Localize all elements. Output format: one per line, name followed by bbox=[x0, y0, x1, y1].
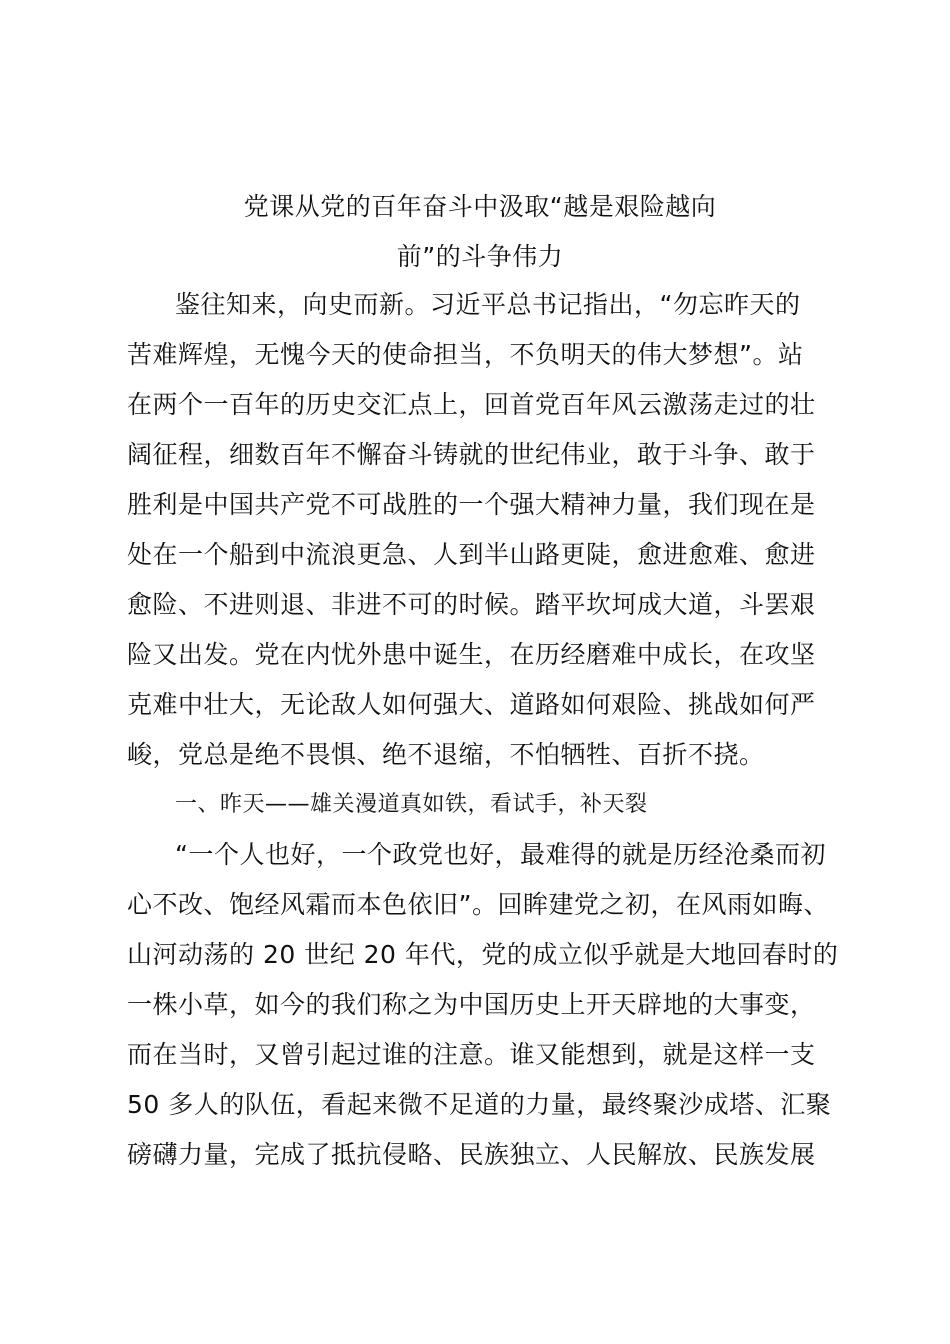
paragraph-line: 胜利是中国共产党不可战胜的一个强大精神力量，我们现在是 bbox=[127, 490, 816, 519]
title-line: 党课从党的百年奋斗中汲取“越是艰险越向 bbox=[243, 192, 717, 221]
paragraph-line: 一株小草，如今的我们称之为中国历史上开天辟地的大事变， bbox=[127, 990, 816, 1019]
paragraph-intro bbox=[127, 280, 837, 780]
paragraph-line: 而在当时，又曾引起过谁的注意。谁又能想到，就是这样一支 bbox=[127, 1040, 816, 1069]
document-title bbox=[110, 182, 850, 282]
paragraph-section1 bbox=[127, 830, 837, 1180]
paragraph-line: 在两个一百年的历史交汇点上，回首党百年风云激荡走过的壮 bbox=[127, 390, 816, 419]
document-body bbox=[127, 280, 837, 1180]
paragraph-line: 心不改、饱经风霜而本色依旧”。回眸建党之初，在风雨如晦、 bbox=[127, 890, 829, 919]
section-heading: 一、昨天——雄关漫道真如铁，看试手，补天裂 bbox=[175, 792, 648, 817]
paragraph-line: 50 多人的队伍，看起来微不足道的力量，最终聚沙成塔、汇聚 bbox=[127, 1090, 832, 1119]
paragraph-line: “一个人也好，一个政党也好，最难得的就是历经沧桑而初 bbox=[175, 840, 826, 869]
paragraph-line: 苦难辉煌，无愧今天的使命担当，不负明天的伟大梦想”。站 bbox=[127, 340, 804, 369]
paragraph-line: 险又出发。党在内忧外患中诞生，在历经磨难中成长，在攻坚 bbox=[127, 640, 816, 669]
paragraph-line: 鉴往知来，向史而新。习近平总书记指出，“勿忘昨天的 bbox=[175, 290, 801, 319]
paragraph-line: 磅礴力量，完成了抵抗侵略、民族独立、人民解放、民族发展 bbox=[127, 1140, 816, 1169]
paragraph-line: 愈险、不进则退、非进不可的时候。踏平坎坷成大道，斗罢艰 bbox=[127, 590, 816, 619]
paragraph-line: 峻，党总是绝不畏惧、绝不退缩，不怕牺牲、百折不挠。 bbox=[127, 740, 765, 769]
paragraph-line: 阔征程，细数百年不懈奋斗铸就的世纪伟业，敢于斗争、敢于 bbox=[127, 440, 816, 469]
paragraph-line: 山河动荡的 20 世纪 20 年代，党的成立似乎就是大地回春时的 bbox=[127, 940, 839, 969]
title-line: 前”的斗争伟力 bbox=[396, 242, 564, 271]
paragraph-line: 处在一个船到中流浪更急、人到半山路更陡，愈进愈难、愈进 bbox=[127, 540, 816, 569]
paragraph-line: 克难中壮大，无论敌人如何强大、道路如何艰险、挑战如何严 bbox=[127, 690, 816, 719]
